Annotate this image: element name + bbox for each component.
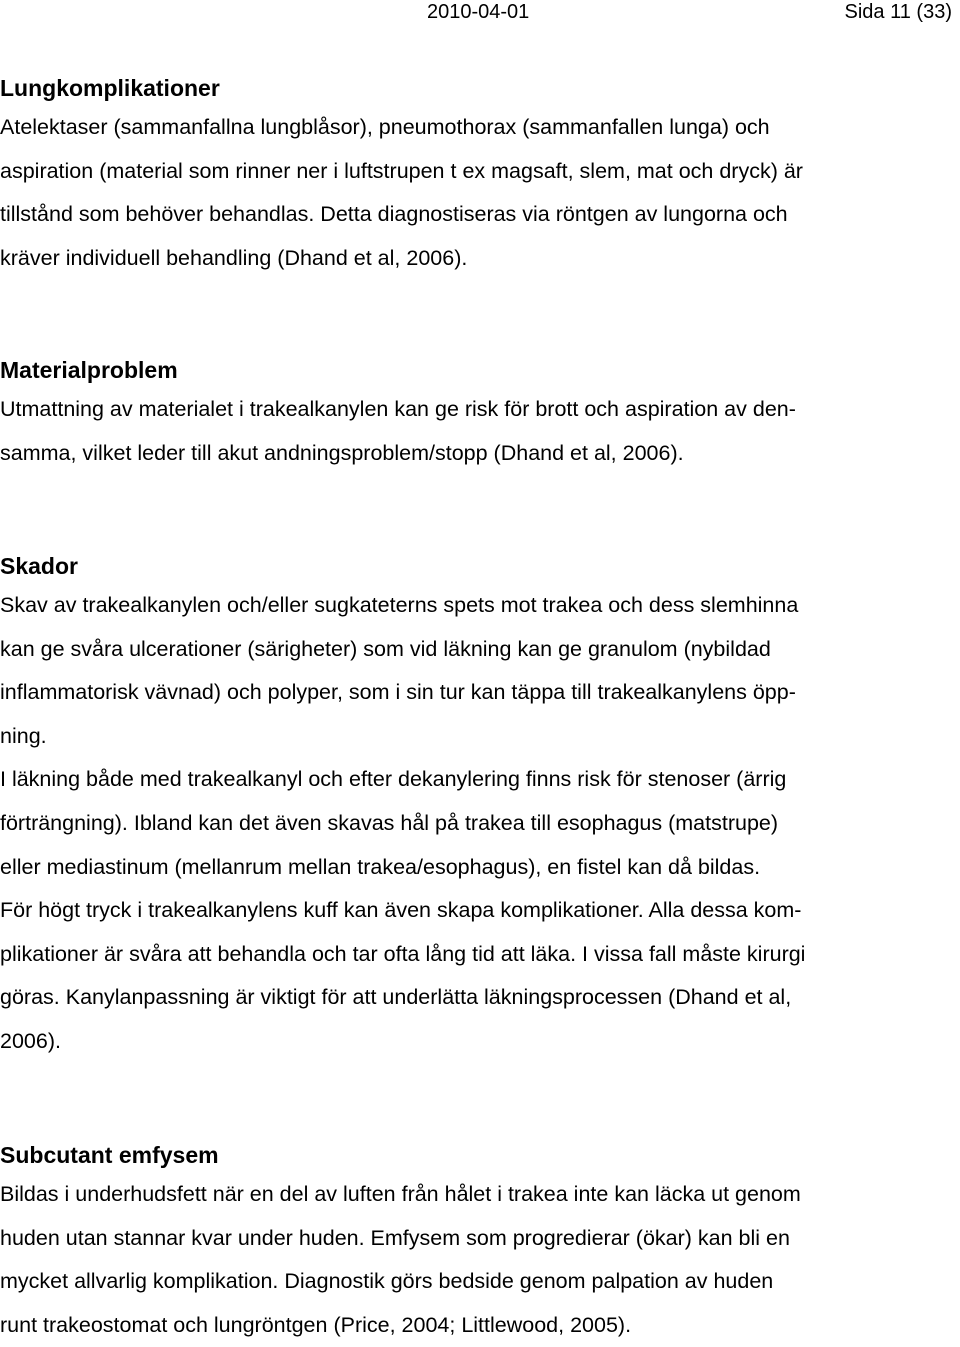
- section-body: [0, 106, 955, 280]
- section-title: Materialproblem: [0, 357, 178, 383]
- text-line: plikationer är svåra att behandla och tar ofta lång tid att läka. I vissa fall måste kirurgi: [0, 941, 806, 966]
- header-page-number: Sida 11 (33): [844, 1, 952, 23]
- text-line: ning.: [0, 723, 47, 748]
- page-header: [0, 0, 960, 24]
- text-line: förträngning). Ibland kan det även skavas hål på trakea till esophagus (matstrupe): [0, 810, 779, 835]
- section-lungkomplikationer: [0, 70, 955, 280]
- text-line: Bildas i underhudsfett när en del av luften från hålet i trakea inte kan läcka ut genom: [0, 1182, 801, 1206]
- text-line: Atelektaser (sammanfallna lungblåsor), pneumothorax (sammanfallen lunga) och: [0, 115, 770, 139]
- section-subcutant-emfysem: [0, 1137, 955, 1347]
- text-line: runt trakeostomat och lungröntgen (Price, 2004; Littlewood, 2005).: [0, 1312, 632, 1337]
- section-materialproblem: [0, 352, 955, 475]
- text-line: aspiration (material som rinner ner i luftstrupen t ex magsaft, slem, mat och dryck) är: [0, 158, 803, 183]
- text-line: tillstånd som behöver behandlas. Detta diagnostiseras via röntgen av lungorna och: [0, 202, 788, 227]
- section-body: [0, 1173, 955, 1347]
- text-line: 2006).: [0, 1028, 61, 1053]
- section-title: Subcutant emfysem: [0, 1142, 219, 1168]
- text-line: För högt tryck i trakealkanylens kuff kan även skapa komplikationer. Alla dessa kom-: [0, 898, 802, 923]
- section-skador: [0, 548, 955, 1064]
- section-body: [0, 388, 955, 475]
- section-title: Skador: [0, 553, 78, 579]
- text-line: samma, vilket leder till akut andningsproblem/stopp (Dhand et al, 2006).: [0, 440, 684, 465]
- text-line: eller mediastinum (mellanrum mellan trakea/esophagus), en fistel kan då bildas.: [0, 854, 761, 879]
- section-body: [0, 584, 955, 1064]
- text-line: kräver individuell behandling (Dhand et al, 2006).: [0, 245, 468, 270]
- text-line: göras. Kanylanpassning är viktigt för att underlätta läkningsprocessen (Dhand et al,: [0, 985, 792, 1010]
- text-line: kan ge svåra ulcerationer (särigheter) som vid läkning kan ge granulom (nybildad: [0, 636, 771, 661]
- text-line: I läkning både med trakealkanyl och efter dekanylering finns risk för stenoser (ärrig: [0, 767, 787, 792]
- text-line: inflammatorisk vävnad) och polyper, som i sin tur kan täppa till trakealkanylens öpp-: [0, 680, 796, 705]
- text-line: Utmattning av materialet i trakealkanylen kan ge risk för brott och aspiration av den-: [0, 397, 796, 421]
- text-line: Skav av trakealkanylen och/eller sugkateterns spets mot trakea och dess slemhinna: [0, 593, 799, 617]
- header-date: 2010-04-01: [427, 1, 530, 23]
- text-line: huden utan stannar kvar under huden. Emfysem som progredierar (ökar) kan bli en: [0, 1225, 790, 1250]
- section-title: Lungkomplikationer: [0, 75, 220, 101]
- text-line: mycket allvarlig komplikation. Diagnostik görs bedside genom palpation av huden: [0, 1269, 774, 1294]
